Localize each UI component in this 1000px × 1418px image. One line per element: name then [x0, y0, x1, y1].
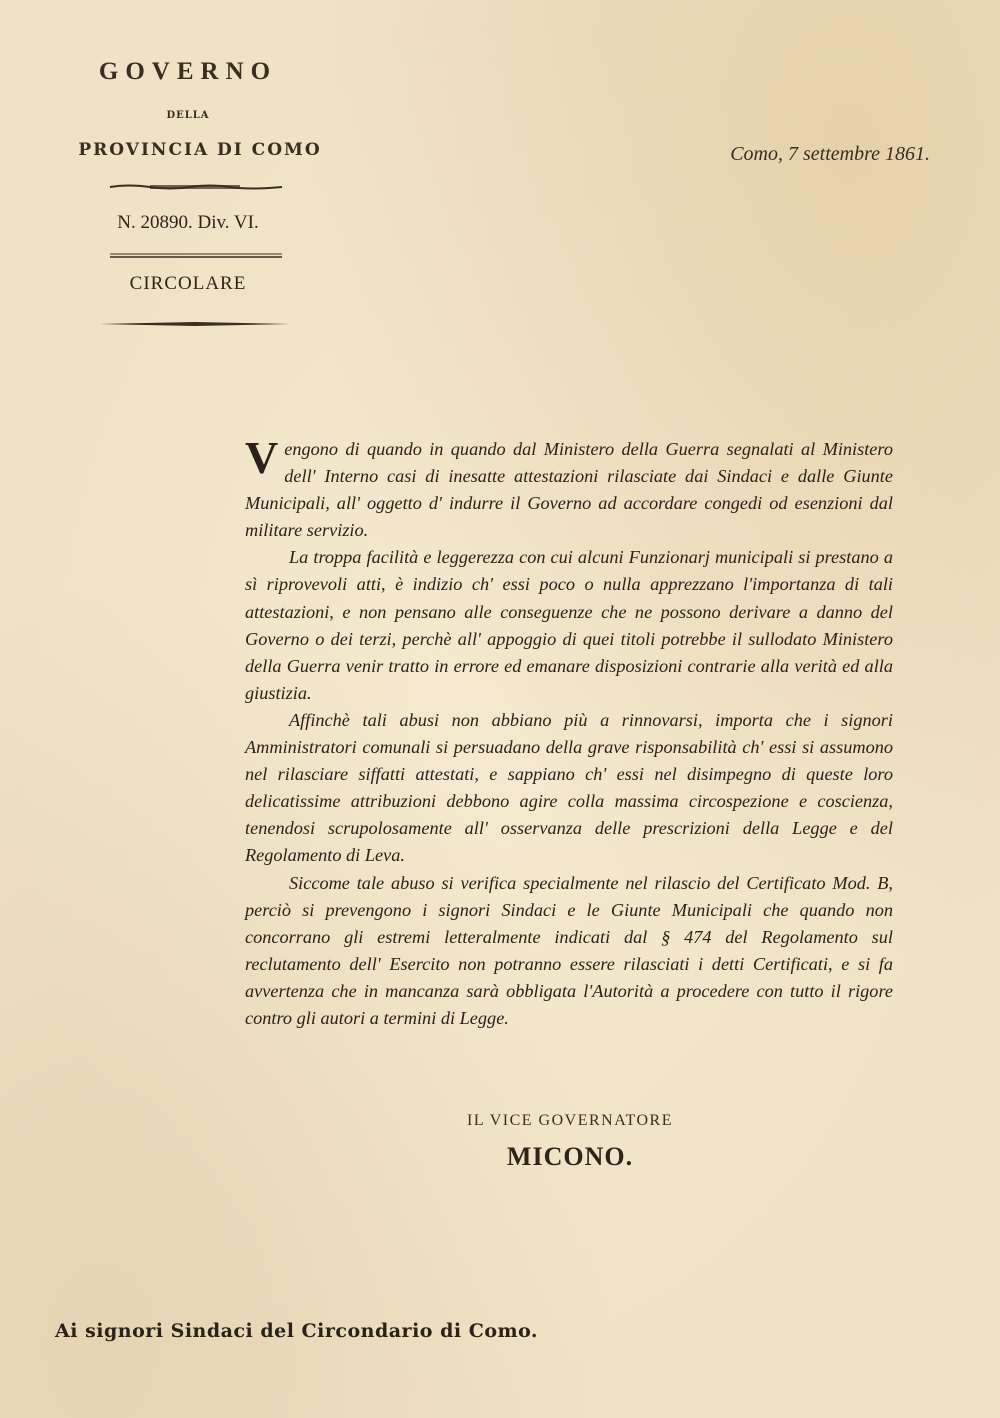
- signatory-name: MICONO.: [506, 1142, 634, 1171]
- circular-body: [245, 432, 893, 1032]
- paragraph-2: La troppa facilità e leggerezza con cui alcuni Funzionarj municipali si prestano a sì riprovevoli atti, è indizio ch' essi poco o nulla apprezzano l'importanza di tali attestazioni, e non pensano alle conseguenze che ne possono derivare a danno del Governo o dei terzi, perchè all' appoggio di quei titoli potrebbe il sullodato Ministero della Guerra venir tratto in errore ed emanare disposizioni contrarie alla verità ed alla giustizia.: [245, 547, 893, 703]
- dateline: Como, 7 settembre 1861.: [730, 143, 930, 165]
- addressee-line: Ai signori Sindaci del Circondario di Como.: [55, 1320, 539, 1342]
- paragraph-3: Affinchè tali abusi non abbiano più a rinnovarsi, importa che i signori Amministratori comunali si persuadano della grave risponsabilità ch' essi si assumono nel rilasciare siffatti attestati, e sappiano ch' essi nel disimpegno di queste loro delicatissime attribuzioni debbono agire colla massima circospezione e coscienza, tenendosi scrupolosamente all' osservanza delle prescrizioni della Legge e del Regolamento di Leva.: [245, 709, 893, 866]
- issuer-title: GOVERNO: [98, 58, 278, 85]
- paragraph-4: Siccome tale abuso si verifica specialmente nel rilascio del Certificato Mod. B, perciò si prevengono i signori Sindaci e le Giunte Municipali che quando non concorrano gli estremi letteralmente indicati dal § 474 del Regolamento sul reclutamento dell' Esercito non potranno essere rilasciati i detti Certificati, e si fa avvertenza che in mancanza sarà obbligata l'Autorità a procedere con tutto il rigore contro gli autori a termini di Legge.: [245, 872, 893, 1028]
- issuer-della: DELLA: [166, 110, 210, 121]
- signatory-title: IL VICE GOVERNATORE: [467, 1112, 673, 1129]
- ornamental-rule: [110, 184, 282, 190]
- tapered-rule: [100, 319, 290, 329]
- issuer-province: PROVINCIA DI COMO: [78, 140, 322, 160]
- paragraph-1-text: engono di quando in quando dal Ministero della Guerra segnalati al Ministero dell' Interno casi di inesatte attestazioni rilasciate dai Sindaci e dalle Giunte Municipali, all' oggetto d' indurre il Governo ad accordare congedi od esenzioni dal militare servizio.: [245, 439, 893, 541]
- double-rule: [110, 253, 282, 259]
- drop-cap: V: [245, 432, 279, 483]
- document-type: CIRCOLARE: [129, 273, 247, 294]
- reference-number: N. 20890. Div. VI.: [117, 212, 259, 233]
- paragraph-1: [245, 432, 893, 544]
